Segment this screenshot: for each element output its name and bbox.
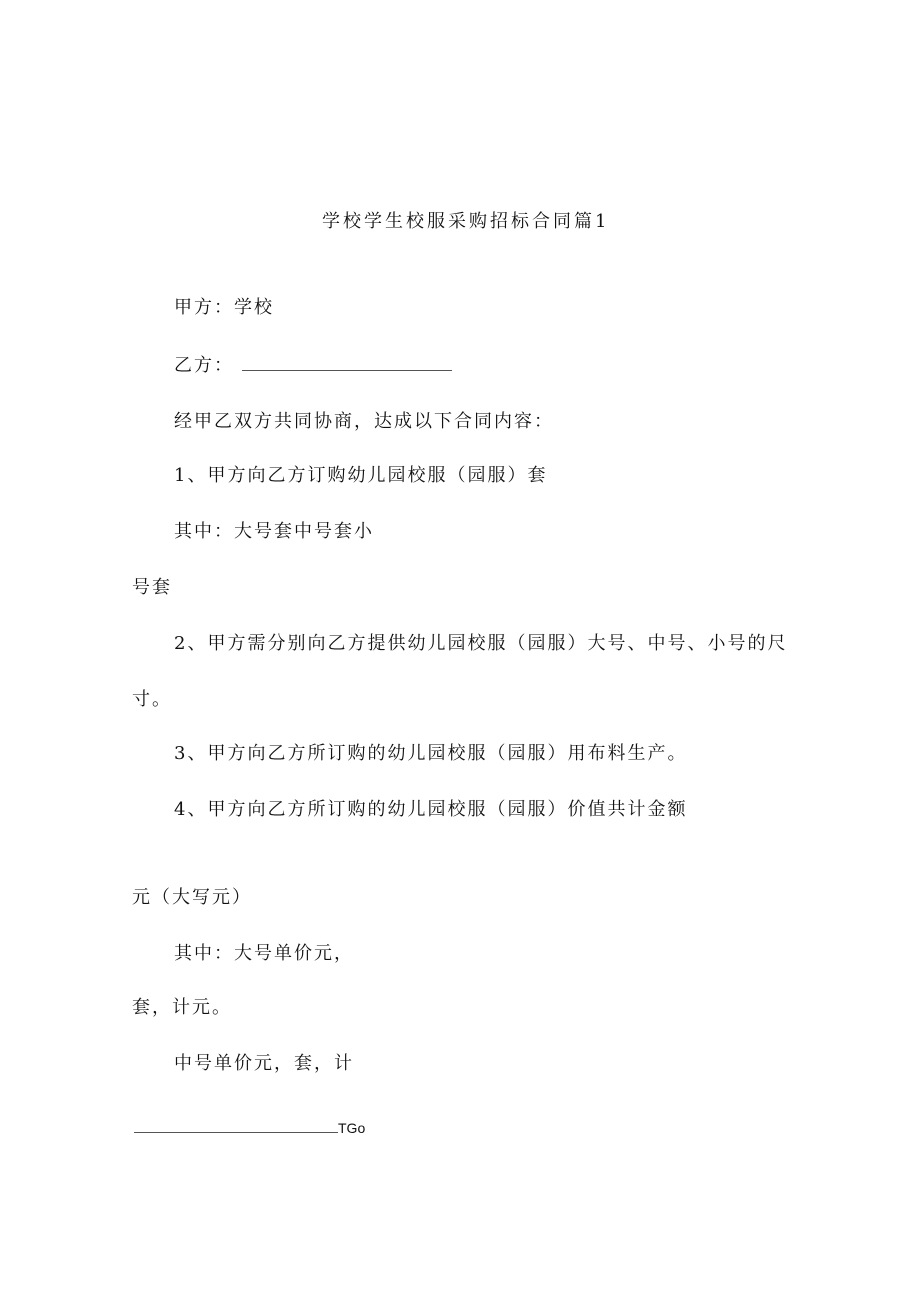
clause-3: 3、甲方向乙方所订购的幼儿园校服（园服）用布料生产。 <box>174 743 688 764</box>
trailing-blank <box>134 1118 338 1133</box>
clause-1-sizes-line-2: 号套 <box>132 577 172 598</box>
trailing-line <box>134 1116 365 1140</box>
party-b-label: 乙方： <box>174 355 234 376</box>
price-large-line-2: 套，计元。 <box>132 997 232 1018</box>
clause-1-sizes-line-1: 其中：大号套中号套小 <box>174 521 374 542</box>
document-title: 学校学生校服采购招标合同篇1 <box>322 211 610 232</box>
price-large-line-1: 其中：大号单价元， <box>174 943 354 964</box>
price-medium-line: 中号单价元，套，计 <box>174 1053 354 1074</box>
clause-2-line-1: 2、甲方需分别向乙方提供幼儿园校服（园服）大号、中号、小号的尺 <box>174 633 788 654</box>
clause-2-line-2: 寸。 <box>132 689 172 710</box>
party-a-line: 甲方：学校 <box>174 297 274 318</box>
trailing-text: TGo <box>338 1120 366 1136</box>
clause-1: 1、甲方向乙方订购幼儿园校服（园服）套 <box>174 465 548 486</box>
clause-4-line-2: 元（大写元） <box>132 887 252 908</box>
intro-line: 经甲乙双方共同协商，达成以下合同内容： <box>174 411 554 432</box>
party-b-line <box>174 354 452 378</box>
clause-4-line-1: 4、甲方向乙方所订购的幼儿园校服（园服）价值共计金额 <box>174 799 688 820</box>
party-b-blank <box>242 356 452 371</box>
